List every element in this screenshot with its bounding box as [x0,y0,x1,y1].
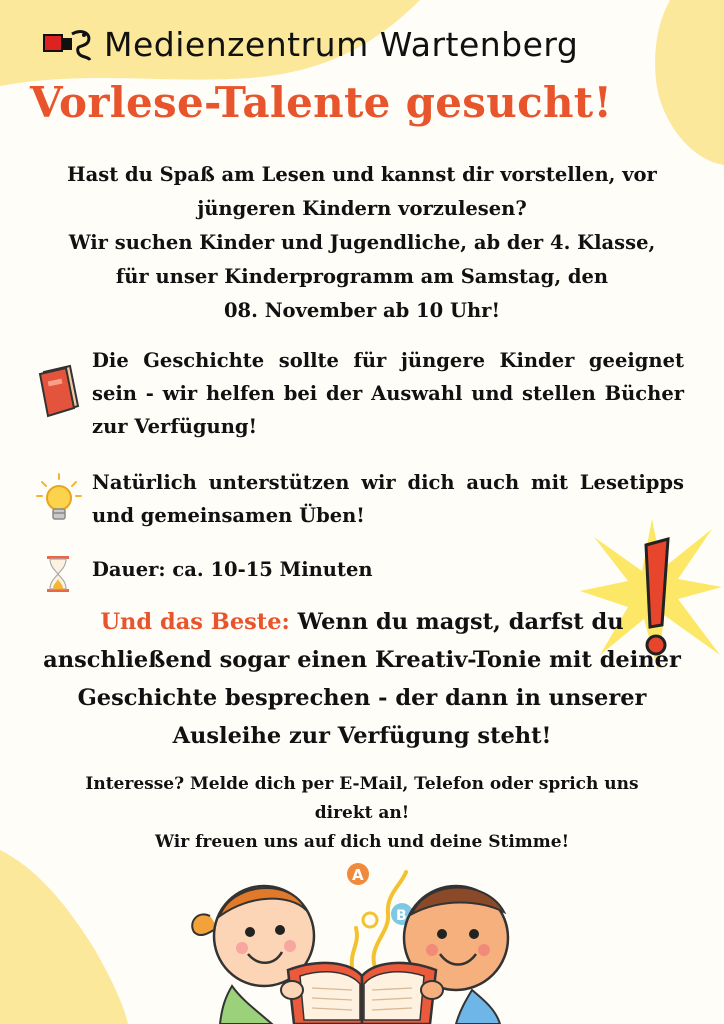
highlight-body: Geschichte besprechen - der dann in unserer [77,685,647,711]
children-reading-illustration [180,850,540,1024]
bullet-story [36,344,684,443]
bullet-text: Die Geschichte sollte für jüngere Kinder geeignet sein - wir helfen bei der Auswahl und stellen Bücher zur Verfügung! [92,349,684,438]
intro-line: jüngeren Kindern vorzulesen? [197,197,527,220]
organization-name: Medienzentrum Wartenberg [104,24,579,64]
highlight-body: Wenn du magst, darfst du [297,609,624,635]
bottom-left-yellow-blob [0,850,130,1024]
highlight-paragraph [34,603,690,755]
letter-b-illustration: B [396,908,407,924]
bullet-text: Dauer: ca. 10-15 Minuten [92,558,373,581]
intro-line: Wir suchen Kinder und Jugendliche, ab der 4. Klasse, [68,231,656,254]
contact-text [40,770,684,857]
contact-line: Wir freuen uns auf dich und deine Stimme! [154,832,570,852]
highlight-body: anschließend sogar einen Kreativ-Tonie mit deiner [43,647,681,673]
top-right-yellow-blob [640,0,724,170]
contact-line: direkt an! [314,803,410,823]
hourglass-icon [44,555,72,593]
highlight-body: Ausleihe zur Verfügung steht! [172,723,552,749]
intro-line: 08. November ab 10 Uhr! [223,299,501,322]
intro-text [30,158,694,328]
dragon-logo-icon [42,26,94,62]
page-title: Vorlese-Talente gesucht! [30,78,613,127]
intro-line: für unser Kinderprogramm am Samstag, den [115,265,609,288]
bullet-text: Natürlich unterstützen wir dich auch mit Lesetipps und gemeinsamen Üben! [92,471,684,527]
intro-line: Hast du Spaß am Lesen und kannst dir vorstellen, vor [67,163,657,186]
header [42,20,578,68]
book-icon [36,362,84,418]
letter-a-illustration: A [352,866,364,884]
lightbulb-icon [36,472,82,530]
contact-line: Interesse? Melde dich per E-Mail, Telefon oder sprich uns [85,774,639,794]
highlight-lead: Und das Beste: [100,609,290,635]
